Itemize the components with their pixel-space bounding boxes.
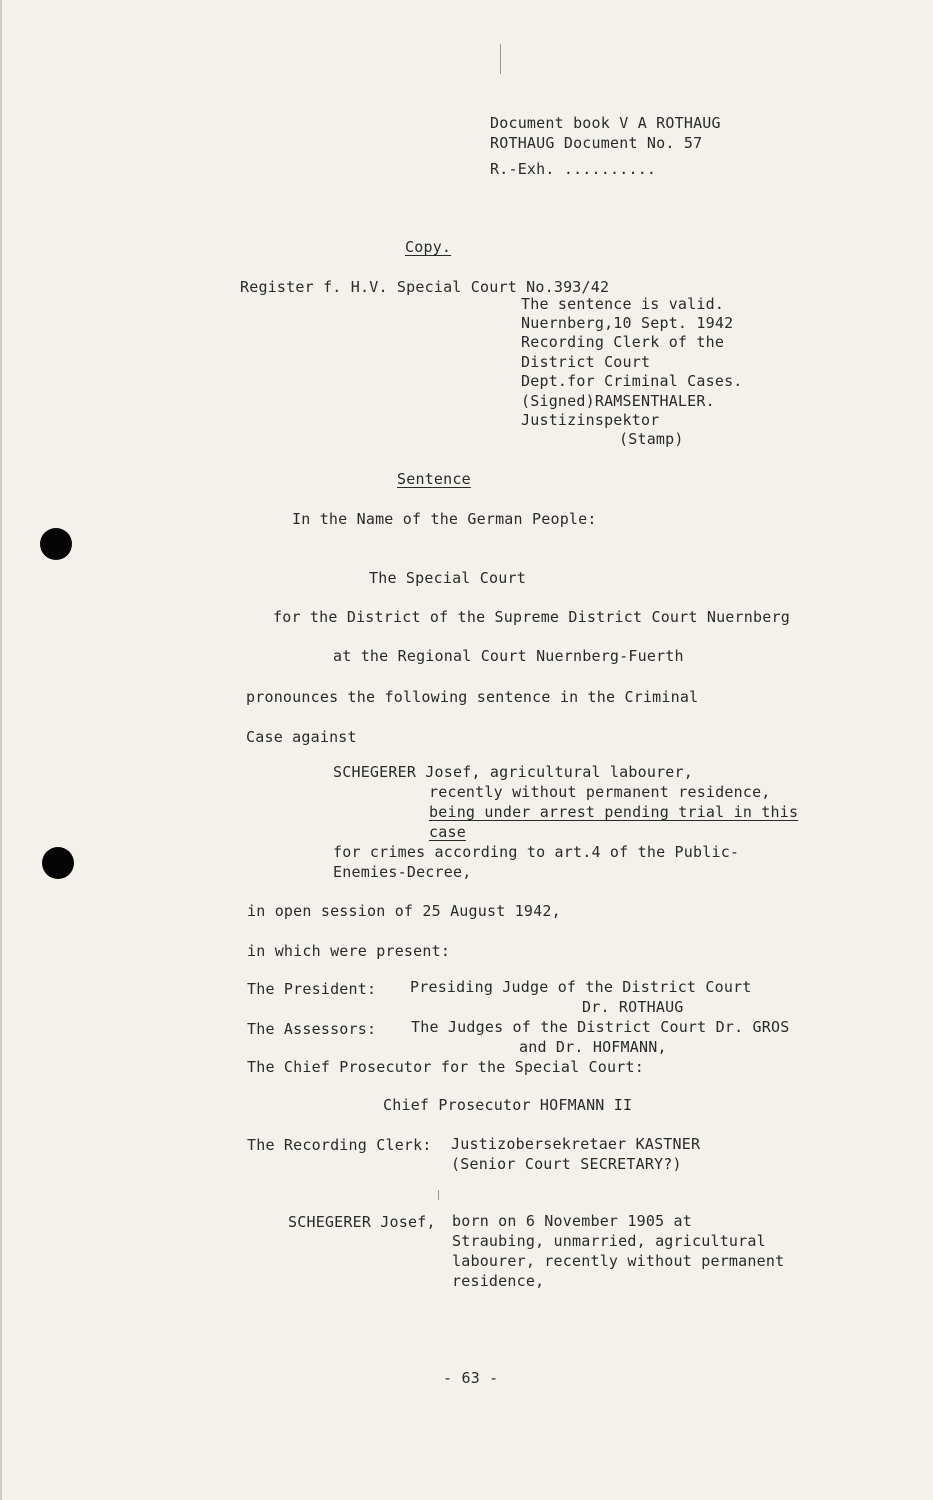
defendant-line: recently without permanent residence, bbox=[429, 783, 771, 801]
validity-line: The sentence is valid. bbox=[521, 295, 725, 313]
header-document-book: Document book V A ROTHAUG bbox=[490, 114, 721, 132]
president-label: The President: bbox=[247, 980, 377, 998]
defendant-details-line: Straubing, unmarried, agricultural bbox=[452, 1232, 766, 1250]
assessors-value: The Judges of the District Court Dr. GROS bbox=[411, 1018, 790, 1036]
defendant-details-name: SCHEGERER Josef, bbox=[288, 1213, 436, 1231]
validity-line: Nuernberg,10 Sept. 1942 bbox=[521, 314, 734, 332]
case-against-line: Case against bbox=[246, 728, 357, 746]
chief-prosecutor-label: The Chief Prosecutor for the Special Court: bbox=[247, 1058, 644, 1076]
court-district: for the District of the Supreme District Court Nuernberg bbox=[273, 608, 790, 626]
validity-line: (Signed)RAMSENTHALER. bbox=[521, 392, 715, 410]
copy-label: Copy. bbox=[405, 238, 452, 256]
court-regional: at the Regional Court Nuernberg-Fuerth bbox=[333, 647, 684, 665]
validity-line: Dept.for Criminal Cases. bbox=[521, 372, 743, 390]
defendant-arrest-line: case bbox=[429, 823, 466, 841]
margin-tick-mark bbox=[500, 44, 501, 74]
assessors-names: and Dr. HOFMANN, bbox=[519, 1038, 667, 1056]
margin-tick-mark bbox=[438, 1190, 439, 1200]
defendant-line: Enemies-Decree, bbox=[333, 863, 472, 881]
defendant-line: for crimes according to art.4 of the Public- bbox=[333, 843, 740, 861]
president-name: Dr. ROTHAUG bbox=[582, 998, 684, 1016]
president-value: Presiding Judge of the District Court bbox=[410, 978, 752, 996]
punch-hole bbox=[40, 528, 72, 560]
defendant-details-line: labourer, recently without permanent bbox=[452, 1252, 785, 1270]
stamp-note: (Stamp) bbox=[619, 430, 684, 448]
sentence-heading: Sentence bbox=[397, 470, 471, 488]
court-name: The Special Court bbox=[369, 569, 526, 587]
defendant-line: SCHEGERER Josef, agricultural labourer, bbox=[333, 763, 693, 781]
clerk-label: The Recording Clerk: bbox=[247, 1136, 432, 1154]
present-line: in which were present: bbox=[247, 942, 451, 960]
session-line: in open session of 25 August 1942, bbox=[247, 902, 561, 920]
register-line: Register f. H.V. Special Court No.393/42 bbox=[240, 278, 610, 296]
pronounces-line: pronounces the following sentence in the Criminal bbox=[246, 688, 699, 706]
validity-line: Recording Clerk of the bbox=[521, 333, 725, 351]
clerk-note: (Senior Court SECRETARY?) bbox=[451, 1155, 682, 1173]
header-exhibit: R.-Exh. .......... bbox=[490, 160, 657, 178]
page-number: - 63 - bbox=[443, 1369, 499, 1387]
assessors-label: The Assessors: bbox=[247, 1020, 377, 1038]
validity-line: Justizinspektor bbox=[521, 411, 660, 429]
header-document-number: ROTHAUG Document No. 57 bbox=[490, 134, 703, 152]
defendant-arrest-line: being under arrest pending trial in this bbox=[429, 803, 799, 821]
clerk-value: Justizobersekretaer KASTNER bbox=[451, 1135, 701, 1153]
punch-hole bbox=[42, 847, 74, 879]
intro-line: In the Name of the German People: bbox=[292, 510, 597, 528]
chief-prosecutor-name: Chief Prosecutor HOFMANN II bbox=[383, 1096, 633, 1114]
validity-line: District Court bbox=[521, 353, 651, 371]
defendant-details-line: residence, bbox=[452, 1272, 545, 1290]
defendant-details-line: born on 6 November 1905 at bbox=[452, 1212, 692, 1230]
